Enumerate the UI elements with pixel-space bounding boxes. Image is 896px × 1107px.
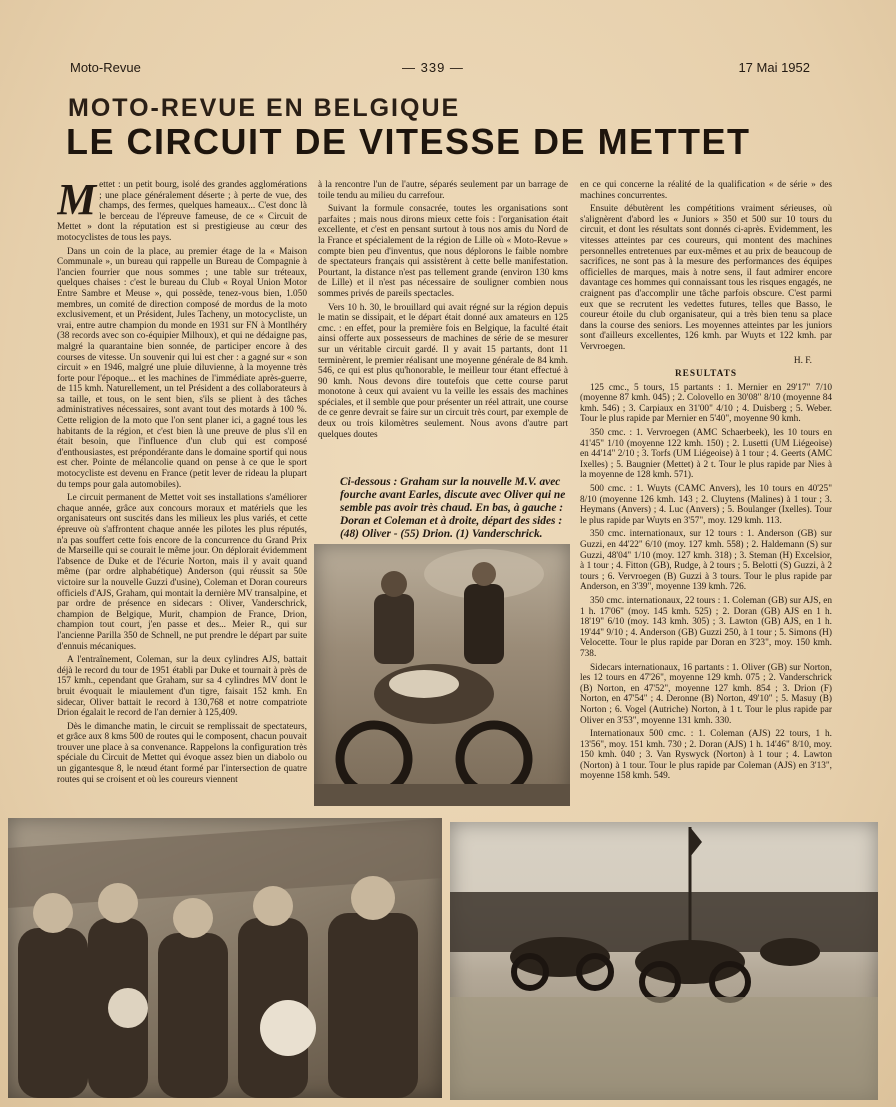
issue-date: 17 Mai 1952 xyxy=(738,60,810,75)
magazine-name: Moto-Revue xyxy=(70,60,141,75)
page-number: — 339 — xyxy=(402,60,464,75)
photo-sidecar-start xyxy=(450,822,878,1100)
paragraph: Le circuit permanent de Mettet voit ses installations s'améliorer chaque année, grâce aux concours moraux et matériels que les organisateurs ont suscités dans les milieux les plus variés, et cette épreuve où s'affrontent chaque année les pilotes les plus réputés, n'a pas souffert cette fois encore de la concurrence du Grand Prix de Marseille qui se courait le même jour. On déplorait évidemment l'absence de Duke et de l'écurie Norton, mais il y avait quand même (par ordre alphabétique) Anderson (qui réussit sa 50e victoire sur la nouvelle Guzzi d'usine), Coleman et Doran coureurs officiels d'AJS, Graham, qui montait la dernière MV transalpine, et par ordre de présence en sidecars : Oliver, Vanderschrick, champion de Belgique, Murit, champion de France, Drion, champion tout court, j'en passe et des... Meier R., qui sur l'ancienne Parilla 350 de Schnell, ne put prendre le départ par suite d'ennuis mécaniques. xyxy=(57,493,307,652)
motorcycle-illustration xyxy=(314,544,570,806)
group-illustration xyxy=(8,818,442,1098)
paragraph: Ensuite débutèrent les compétitions vraiment sérieuses, où s'alignèrent d'abord les « Juniors » 350 et 500 sur 10 tours du circuit, et dont les résultats sont donnés ci-après. Evidemment, les vitesses atteintes par ces coureurs, qui montent des machines personnelles entretenues par eux-mêmes et au prix de beaucoup de sacrifices, ne sont pas à la mesure des performances des équipes officielles de marques, mais à notre sens, il faut admirer encore davantage ces hommes qui connaissant tous les risques engagés, ne craignent pas d'accomplir une tâche parfois obscure. C'est parmi eux que se recrutent les vedettes futures, telles que Basso, le coureur étoile du club organisateur, qui a très bien tenu sa place dans la course des seniors. Les moyennes atteintes par les juniors sont d'ailleurs excellentes, 126 kmh. par Wuyts et 122 kmh. par Vervroegen. xyxy=(580,204,832,352)
section-kicker: MOTO-REVUE EN BELGIQUE xyxy=(68,94,461,122)
result-entry: 125 cmc., 5 tours, 15 partants : 1. Mernier en 29'17" 7/10 (moyenne 87 kmh. 045) ; 2. Colovello en 30'08" 8/10 (moyenne 84 kmh. 546) ; 3. Carpiaux en 31'00" 4/10 ; 4. Duisberg ; 5. Weber. Tour le plus rapide par Mernier en 5'40", moyenne 90 kmh. xyxy=(580,382,832,425)
paragraph: Mettet : un petit bourg, isolé des grandes agglomérations ; une place généralement déserte ; à perte de vue, des champs, des fermes, quelques hameaux... C'est donc là le berceau de l'épreuve fameuse, de ce « Circuit de Mettet » dont la réputation est si prestigieuse au cœur des motocyclistes de tous les pays. xyxy=(57,180,307,243)
results-title: RESULTATS xyxy=(674,369,738,380)
result-entry: 350 cmc. : 1. Vervroegen (AMC Schaerbeek), les 10 tours en 41'45" 1/10 (moyenne 122 kmh. 150) ; 2. Lusetti (UM Liégeoise) en 44'14" 2/10 ; 3. Torfs (UM Liégeoise) à 1 tour ; 4. Geerts (AMC Ixelles) ; 5. Baugnier (Mettet) à 2 t. Tour le plus rapide par Nies à la moyenne de 128 kmh. 571). xyxy=(580,428,832,481)
sidecar-illustration xyxy=(450,822,878,1100)
result-entry: Internationaux 500 cmc. : 1. Coleman (AJS) 22 tours, 1 h. 13'56", moy. 151 kmh. 730 ; 2. Doran (AJS) 1 h. 14'46" 8/10, moy. 150 kmh. 040 ; 3. Van Ryswyck (Norton) à 1 tour ; 4. Lawton (Norton) à 1 tour. Tour le plus rapide par Coleman (AJS) en 3'13", moyenne 158 kmh. 549. xyxy=(580,729,832,782)
result-entry: 350 cmc. internationaux, sur 12 tours : 1. Anderson (GB) sur Guzzi, en 44'22" 6/10 (moy. 127 kmh. 558) ; 2. Haldemann (S) sur Guzzi, 48'04" 1/10 (moy. 127 kmh. 318) ; 3. Steman (H) Excelsior, à 1 tour ; 4. Fitton (GB), Rudge, à 2 tours ; 5. Belotti (S) Guzzi, à 2 tours ; 6. Vervroegen (B) Guzzi à 3 tours. Tour le plus rapide par Anderson, en 3'39", moyenne 139 kmh. 726. xyxy=(580,529,832,593)
drop-cap: M xyxy=(57,180,97,224)
paragraph: Vers 10 h. 30, le brouillard qui avait régné sur la région depuis le matin se dissipait, et le départ était donné aux amateurs en 125 cmc. : en effet, pour la première fois en Belgique, la faculté était ainsi offerte aux possesseurs de machines de série de se mesurer sur un véritable circuit gardé. Il y avait 15 partants, dont 11 terminèrent, le premier réalisant une moyenne générale de 84 kmh. 546, ce qui est plus qu'honorable, le meilleur tour étant effectué à 90 kmh. Nous devons dire toutefois que cette course parut monotone à ceux qui avaient vu la veille les essais des machines spéciales, et il semble que pour présenter un réel attrait, une course de ce genre devrait se faire sur un circuit très court, par exemple de deux ou trois kilomètres seulement. Nous avons d'autre part quelques doutes xyxy=(318,302,568,440)
paragraph: Dans un coin de la place, au premier étage de la « Maison Communale », un bureau qui rappelle un Bureau de Compagnie à l'ancien fourrier que nous sommes ; une table sur tréteaux, quelques chaises : c'est le bureau du Club « Royal Union Motor Entre Sambre et Meuse », qui possède, tenez-vous bien, 1.050 membres, un comité de direction composé de mordus de la moto exclusivement, et un Président, Jules Tacheny, un motocycliste, un vrai, entre autre champion du monde en 1931 sur FN à Montlhéry (38 records avec son co-équipier Milhoux), et qui ne dédaigne pas, malgré la quarantaine bien sonnée, de participer encore à des courses de vitesse. Un souvenir qui lui est cher : a gagné sur « son circuit » en 1946, malgré une pluie diluvienne, à la moyenne très forte pour l'époque... et les machines de l'immédiate après-guerre, de 115 kmh. Naturellement, un tel Président a des collaborateurs à sa taille, et tous, on le sent bien, s'ils se plient à des tâches administratives nécessaires, sont avant tout des motards à 100 %. Cette religion de la moto que l'on sent planer ici, a gagné tous les habitants de la région, et c'est bien là une preuve de plus s'il en était besoin, que l'influence d'un club qui est composé d'enthousiastes, est prépondérante dans le domaine sportif qui nous est cher. Pointe de mélancolie quand on pense à ce que le sport motocycliste est devenu en France (petit lever de rideau la plupart du temps pour gala automobiles). xyxy=(57,246,307,490)
article-headline: LE CIRCUIT DE VITESSE DE METTET xyxy=(66,121,751,162)
paragraph: A l'entraînement, Coleman, sur la deux cylindres AJS, battait déjà le record du tour de 1951 établi par Duke et tournait à près de 157 kmh., cependant que Graham, sur sa 4 cylindres MV dont le bruit évoquait le miaulement d'un tigre, faisait 152 kmh. En sidecar, Oliver battait le record à 130,768 et notre compatriote Drion égalait le record de l'an dernier à 125,409. xyxy=(57,655,307,719)
page-header xyxy=(70,60,810,80)
article-column-3 xyxy=(580,180,832,830)
paragraph: à la rencontre l'un de l'autre, séparés seulement par un barrage de toile tendu au milieu du carrefour. xyxy=(318,180,568,201)
result-entry: 500 cmc. : 1. Wuyts (CAMC Anvers), les 10 tours en 40'25" 8/10 (moyenne 126 kmh. 143 ; 2. Cluytens (Malines) à 1 tour ; 3. Heymans (Anvers) ; 4. Luc (Anvers) ; 5. Boulanger (Ixelles). Tour le plus rapide par Wuyts en 3'57", moy. 129 kmh. 113. xyxy=(580,484,832,526)
result-entry: 350 cmc. internationaux, 22 tours : 1. Coleman (GB) sur AJS, en 1 h. 17'06" (moy. 145 kmh. 525) ; 2. Doran (GB) AJS en 1 h. 18'19" 6/10 (moy. 143 kmh. 305) ; 3. Lawton (GB) AJS, en 1 h. 19'44" 9/10 ; 4. Anderson (GB) Guzzi 250, à 1 tour ; 5. Simons (H) Velocette. Tour le plus rapide par Doran en 3'23", moy. 150 kmh. 738. xyxy=(580,595,832,659)
article-column-1 xyxy=(57,180,307,820)
photo-motorcycle-rider xyxy=(314,544,570,806)
paragraph: en ce qui concerne la réalité de la qualification « de série » des machines concurrentes. xyxy=(580,180,832,201)
paragraph: Dès le dimanche matin, le circuit se remplissait de spectateurs, et grâce aux 8 kms 500 de routes qui le composent, chacun pouvait trouver une place à sa convenance. Rappelons la configuration très spéciale du Circuit de Mettet qui évoque assez bien un diabolo ou un gigantesque 8, le nœud étant formé par l'intersection de quatre routes qui se croisent et où les coureurs viennent xyxy=(57,721,307,785)
author-signature: H. F. xyxy=(793,355,812,366)
result-entry: Sidecars internationaux, 16 partants : 1. Oliver (GB) sur Norton, les 12 tours en 47'26", moyenne 129 kmh. 075 ; 2. Vanderschrick (B) Norton, en 47'52", moyenne 127 kmh. 854 ; 3. Drion (F) Norton, en 47'54" ; 4. Deronne (B) Norton, 49'10" ; 5. Masuy (B) Norton ; 6. Vogel (Autriche) Norton, à 1 t. Tour le plus rapide par Oliver en 3'53", moyenne 131 kmh. 330. xyxy=(580,662,832,726)
article-column-2 xyxy=(318,180,568,480)
photo-group-of-riders xyxy=(8,818,442,1098)
photo-caption: Ci-dessous : Graham sur la nouvelle M.V. avec fourche avant Earles, discute avec Oliver qui ne semble pas avoir très chaud. En bas, à gauche : Doran et Coleman et à droite, départ des sides : (48) Oliver - (55) Drion. (1) Vanderschrick. xyxy=(340,476,566,540)
paragraph: Suivant la formule consacrée, toutes les organisations sont parfaites ; mais nous dirons mieux cette fois : l'organisation était excellente, et c'est en pensant surtout à tous nos amis du Nord de la France et spécialement de la région de Lille où « Moto-Revue » compte bien peu d'inventus, que nous déplorons le faible nombre de spectateurs français qui assistèrent à cette belle manifestation. Pourtant, la distance n'est pas tellement grande (environ 130 kms de Lille) et il n'est pas nécessaire de souligner combien nous sommes privés de pareils spectacles. xyxy=(318,204,568,299)
